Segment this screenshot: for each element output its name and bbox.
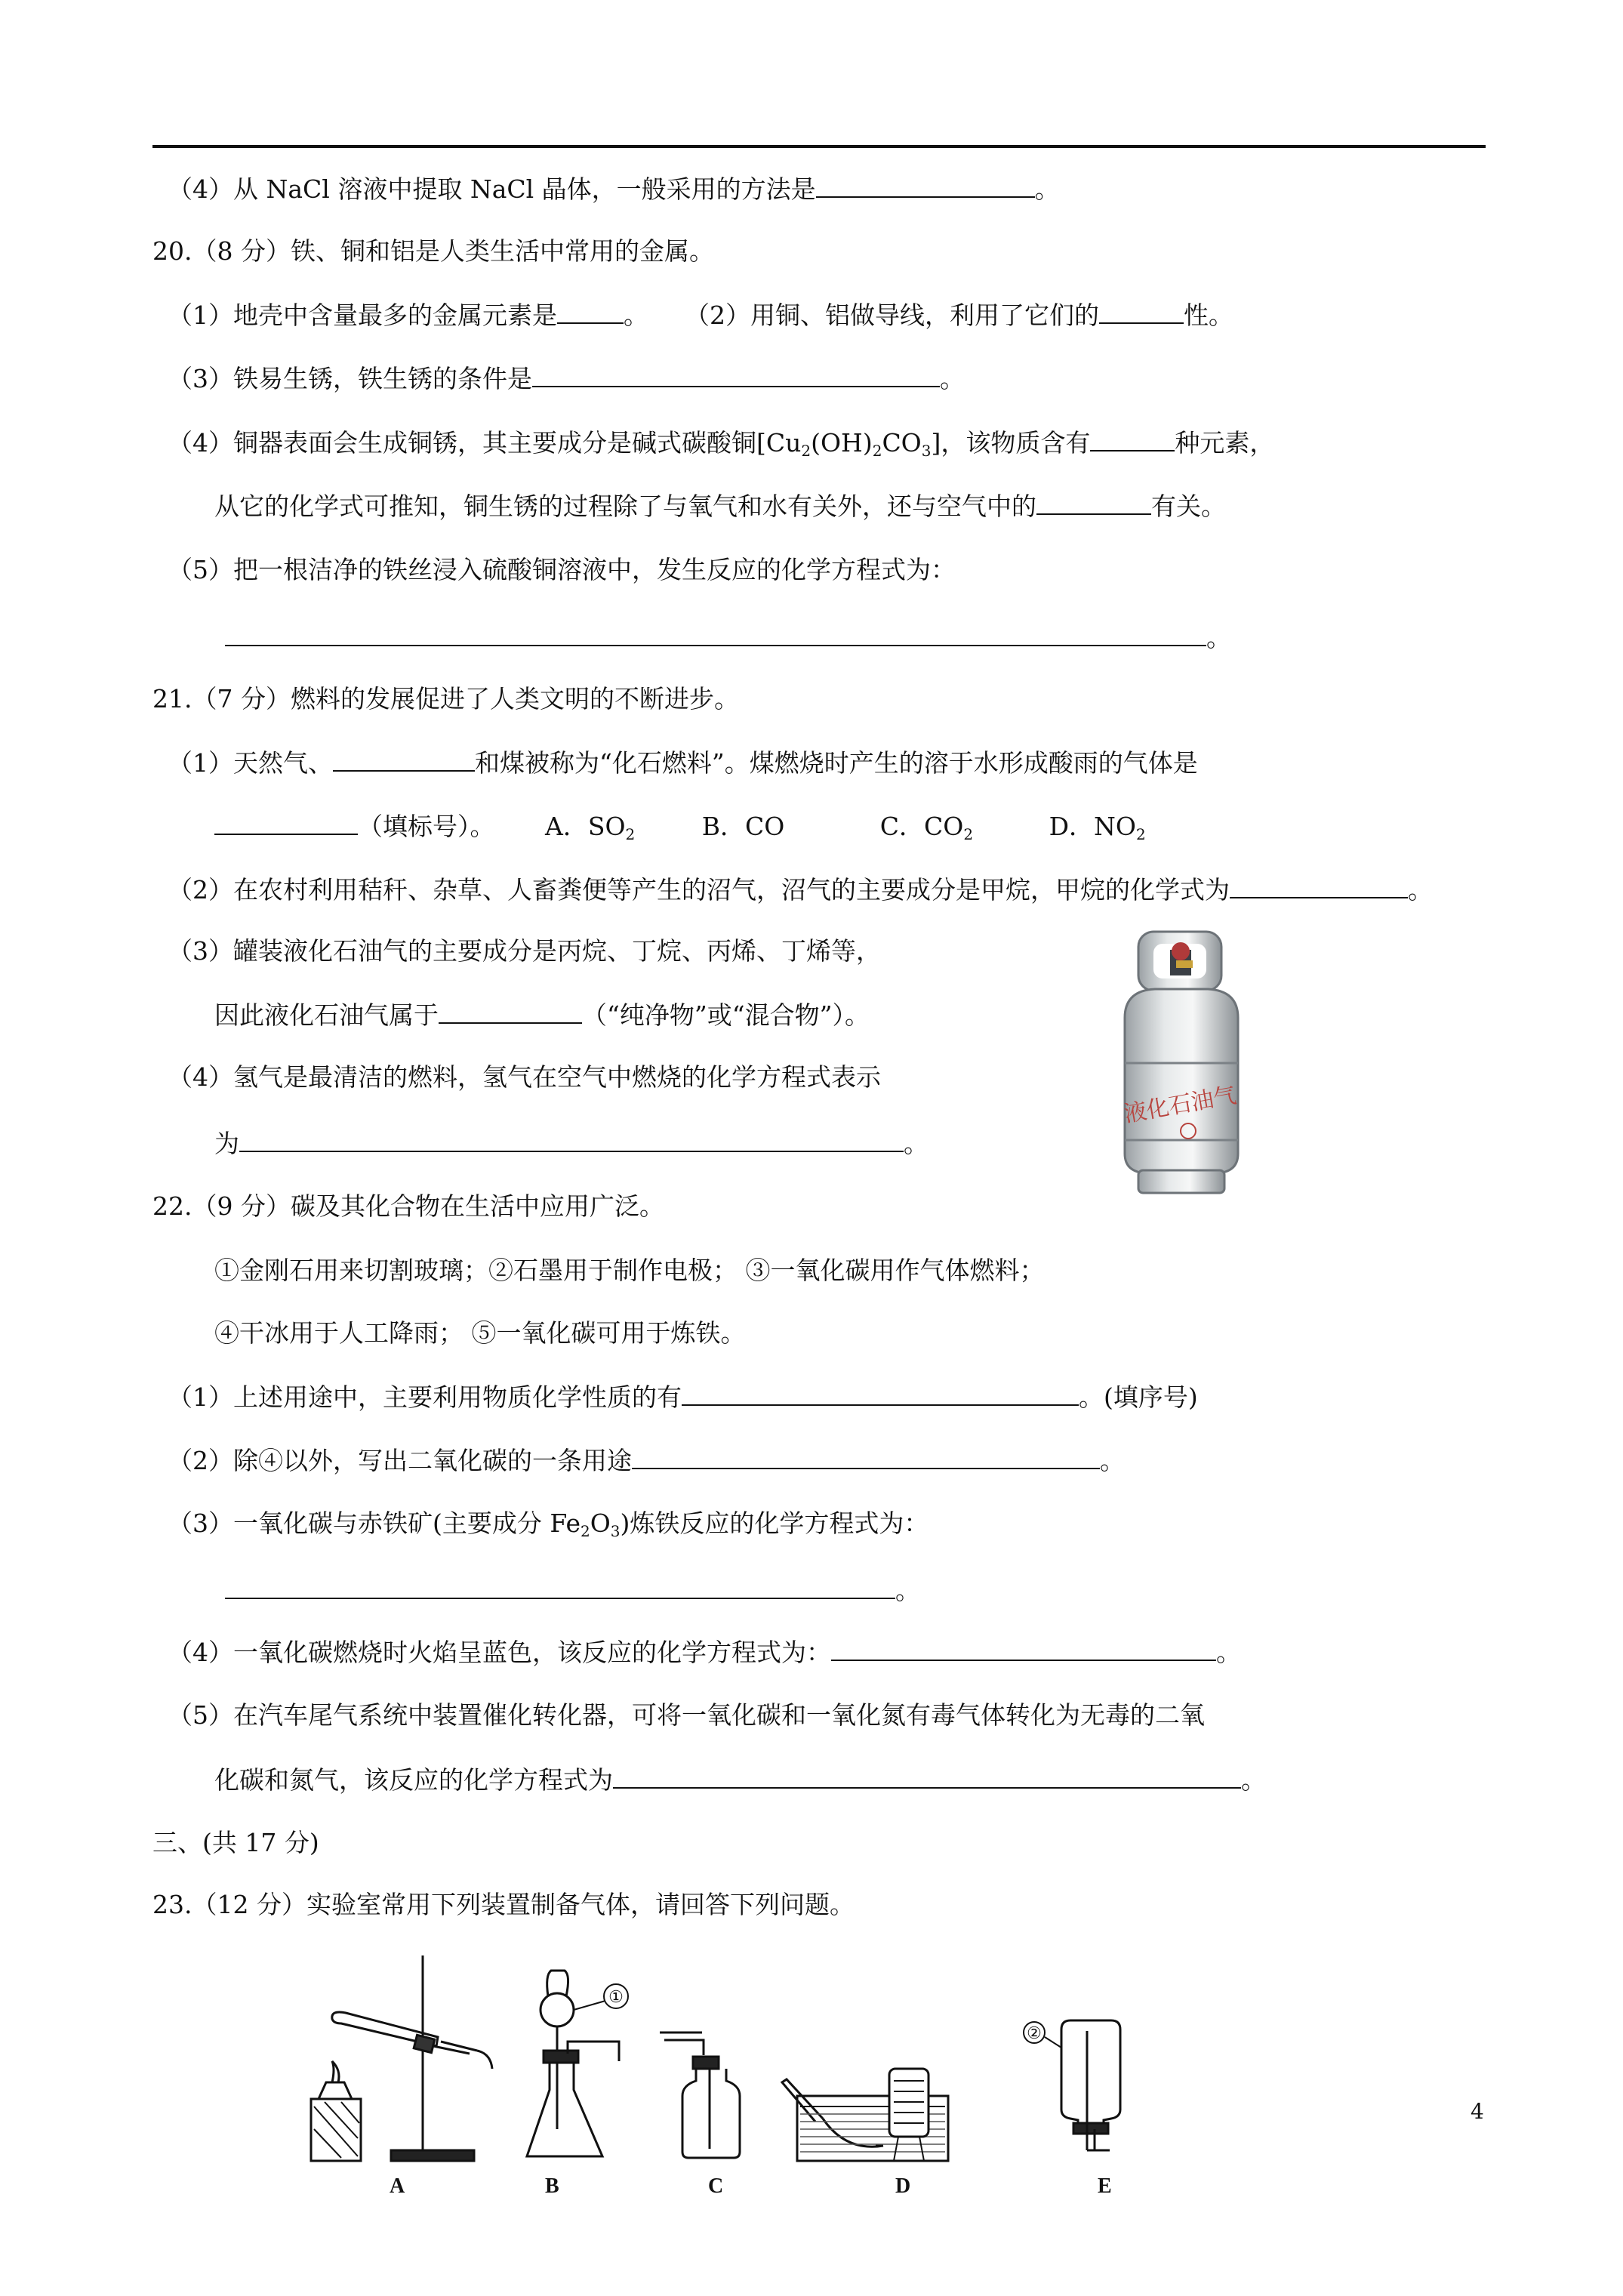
answer-blank[interactable] — [439, 997, 582, 1024]
q20-part4-line2: 从它的化学式可推知，铜生锈的过程除了与氧气和水有关外，还与空气中的 有关。 — [214, 488, 1226, 524]
answer-blank[interactable] — [1230, 871, 1408, 898]
q20-part1-2: （1）地壳中含量最多的金属元素是 。 （2）用铜、铝做导线，利用了它们的 性。 — [168, 297, 1233, 333]
answer-blank[interactable] — [225, 619, 1206, 646]
answer-blank[interactable] — [682, 1379, 1079, 1406]
answer-blank[interactable] — [831, 1634, 1216, 1661]
page-number: 4 — [1471, 2099, 1484, 2124]
marker-1: ① — [608, 1988, 624, 2007]
option-c: C．$CO_2$ — [879, 812, 974, 843]
q21-title: 21.（7 分）燃料的发展促进了人类文明的不断进步。 — [152, 684, 739, 713]
q22-part5: （5）在汽车尾气系统中装置催化转化器，可将一氧化碳和一氧化氮有毒气体转化为无毒的二氧 — [168, 1700, 1205, 1730]
q22-title: 22.（9 分）碳及其化合物在生活中应用广泛。 — [152, 1191, 664, 1221]
q20-part3: （3）铁易生锈，铁生锈的条件是 。 — [168, 360, 965, 396]
figure-label-e: E — [1098, 2174, 1112, 2198]
option-a: A．$SO_2$ — [545, 812, 636, 843]
q20-part4: （4）铜器表面会生成铜锈，其主要成分是碱式碳酸铜$[Cu_2(OH)_2CO_3]$，该物质含有 种元素， — [168, 424, 1274, 461]
q21-part1-line2: （填标号）。 A．$SO_2$ B．CO C．$CO_2$ D．$NO_2$ — [214, 808, 1146, 844]
answer-blank[interactable] — [225, 1572, 895, 1599]
q22-uses-line2: ④干冰用于人工降雨； ⑤一氧化碳可用于炼铁。 — [214, 1318, 746, 1348]
apparatus-b — [527, 1971, 628, 2156]
q21-part1: （1）天然气、 和煤被称为“化石燃料”。煤燃烧时产生的溶于水形成酸雨的气体是 — [168, 744, 1198, 781]
answer-blank[interactable] — [557, 297, 624, 324]
answer-blank[interactable] — [239, 1125, 904, 1152]
q19-part4: （4）从 NaCl 溶液中提取 NaCl 晶体，一般采用的方法是 。 — [168, 171, 1060, 207]
q22-part5-line2: 化碳和氮气，该反应的化学方程式为 。 — [214, 1761, 1266, 1798]
tank-label: 液化石油气 — [1122, 1082, 1239, 1128]
figure-label-a: A — [390, 2174, 405, 2198]
q21-part2: （2）在农村利用秸秆、杂草、人畜粪便等产生的沼气，沼气的主要成分是甲烷，甲烷的化学式为 。 — [168, 871, 1433, 908]
answer-blank[interactable] — [632, 1442, 1100, 1469]
option-d: D．$NO_2$ — [1049, 812, 1146, 843]
apparatus-e — [1024, 2020, 1120, 2150]
answer-blank[interactable] — [1099, 297, 1184, 324]
lpg-tank-image — [1095, 927, 1268, 1199]
q22-part3-answer: 。 — [225, 1572, 920, 1608]
marker-2: ② — [1027, 2024, 1042, 2043]
apparatus-figure — [302, 1948, 1170, 2174]
header-rule — [152, 145, 1486, 148]
q20-title: 20.（8 分）铁、铜和铝是人类生活中常用的金属。 — [152, 236, 714, 266]
figure-label-b: B — [545, 2174, 559, 2198]
q22-uses-line1: ①金刚石用来切割玻璃；②石墨用于制作电极； ③一氧化碳用作气体燃料； — [214, 1256, 1045, 1285]
apparatus-d — [782, 2069, 948, 2161]
option-b: B．CO — [701, 812, 785, 841]
apparatus-a — [311, 1955, 492, 2161]
q22-part2: （2）除④以外，写出二氧化碳的一条用途 。 — [168, 1442, 1125, 1478]
answer-blank[interactable] — [816, 171, 1035, 198]
answer-blank[interactable] — [1090, 424, 1175, 451]
q21-part4-line2: 为 。 — [214, 1125, 929, 1161]
answer-blank[interactable] — [214, 808, 358, 835]
figure-label-d: D — [895, 2174, 911, 2198]
q20-part5: （5）把一根洁净的铁丝浸入硫酸铜溶液中，发生反应的化学方程式为： — [168, 555, 956, 584]
q22-part1: （1）上述用途中，主要利用物质化学性质的有 。(填序号) — [168, 1379, 1198, 1415]
answer-blank[interactable] — [1036, 488, 1151, 515]
answer-blank[interactable] — [532, 360, 940, 387]
q21-part3-line2: 因此液化石油气属于 （“纯净物”或“混合物”）。 — [214, 997, 870, 1033]
answer-blank[interactable] — [613, 1761, 1241, 1789]
q22-part3: （3）一氧化碳与赤铁矿(主要成分 $Fe_2O_3$)炼铁反应的化学方程式为： — [168, 1509, 929, 1540]
q20-part5-answer: 。 — [225, 619, 1231, 655]
section-3-heading: 三、(共 17 分) — [152, 1828, 319, 1857]
q22-part4: （4）一氧化碳燃烧时火焰呈蓝色，该反应的化学方程式为： 。 — [168, 1634, 1241, 1670]
q21-part3: （3）罐装液化石油气的主要成分是丙烷、丁烷、丙烯、丁烯等， — [168, 936, 881, 966]
figure-label-c: C — [708, 2174, 724, 2198]
apparatus-c — [660, 2032, 740, 2158]
answer-blank[interactable] — [333, 744, 475, 772]
q21-part4: （4）氢气是最清洁的燃料，氢气在空气中燃烧的化学方程式表示 — [168, 1062, 881, 1092]
q23-title: 23.（12 分）实验室常用下列装置制备气体，请回答下列问题。 — [152, 1890, 855, 1919]
